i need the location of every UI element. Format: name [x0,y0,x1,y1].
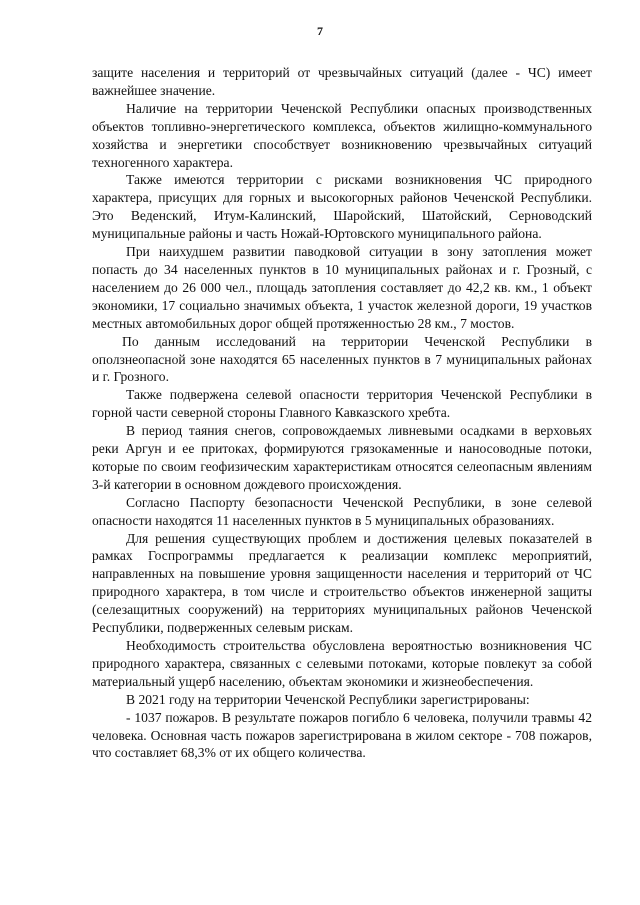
paragraph-12: - 1037 пожаров. В результате пожаров погибло 6 человека, получили травмы 42 человека. Основная часть пожаров зарегистрирована в жилом секторе - 708 пожаров, что составляет 68,3% от их общего количества. [92,709,592,761]
paragraph-2: Наличие на территории Чеченской Республики опасных производственных объектов топливно-энергетического комплекса, объектов жилищно-коммунального хозяйства и энергетики способствует возникновению чрезвычайных ситуаций техногенного характера. [92,100,592,170]
document-body [92,64,592,762]
paragraph-5: По данным исследований на территории Чеченской Республики в оползнеопасной зоне находятся 65 населенных пунктов в 7 муниципальных районах и г. Грозного. [92,333,592,385]
page-number: 7 [317,24,323,38]
paragraph-9: Для решения существующих проблем и достижения целевых показателей в рамках Госпрограммы предлагается к реализации комплекс мероприятий, направленных на повышение уровня защищенности населения и территорий от ЧС природного характера, в том числе и строительство объектов инженерной защиты (селезащитных сооружений) на территориях муниципальных районов Чеченской Республики, подверженных селевым рискам. [92,530,592,636]
paragraph-3: Также имеются территории с рисками возникновения ЧС природного характера, присущих для горных и высокогорных районов Чеченской Республики. Это Веденский, Итум-Калинский, Шаройский, Шатойский, Серноводский муниципальные районы и часть Ножай-Юртовского муниципального района. [92,172,592,242]
paragraph-1: защите населения и территорий от чрезвычайных ситуаций (далее - ЧС) имеет важнейшее значение. [92,65,592,98]
paragraph-7: В период таяния снегов, сопровождаемых ливневыми осадками в верховьях реки Аргун и ее притоках, формируются грязокаменные и наносоводные потоки, которые по своим геофизическим характеристикам относятся селеопасным явлениям 3-й категории в основном дождевого происхождения. [92,423,592,492]
paragraph-10: Необходимость строительства обусловлена вероятностью возникновения ЧС природного характера, связанных с селевыми потоками, которые повлекут за собой материальный ущерб населению, объектам экономики и жизнеобеспечения. [92,638,592,689]
paragraph-6: Также подвержена селевой опасности территория Чеченской Республики в горной части северной стороны Главного Кавказского хребта. [92,387,592,421]
paragraph-8: Согласно Паспорту безопасности Чеченской Республики, в зоне селевой опасности находятся 11 населенных пунктов в 5 муниципальных образованиях. [92,494,592,528]
paragraph-4: При наихудшем развитии паводковой ситуации в зону затопления может попасть до 34 населенных пунктов в 10 муниципальных районах и г. Грозный, с населением до 26 000 чел., площадь затопления составляет до 42,2 кв. км., 1 объект экономики, 17 социально значимых объекта, 1 участок железной дороги, 19 участков местных автомобильных дорог общей протяженностью 28 км., 7 мостов. [92,244,592,331]
paragraph-11: В 2021 году на территории Чеченской Республики зарегистрированы: [126,691,530,707]
